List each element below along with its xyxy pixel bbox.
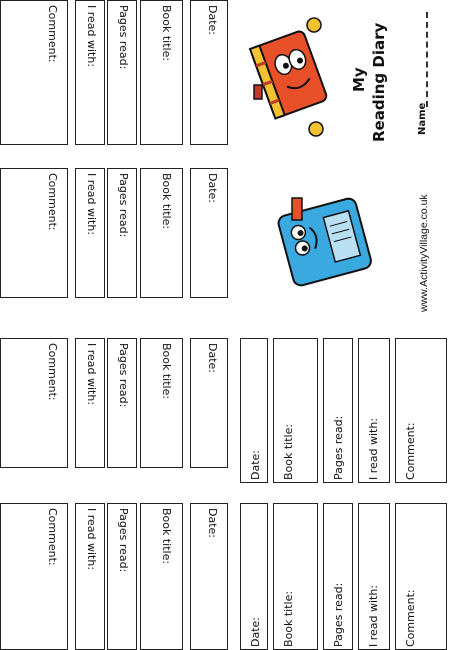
pages-read-label: Pages read: <box>117 343 130 408</box>
book-title-label: Book title: <box>160 508 173 565</box>
comment-label: Comment: <box>46 5 59 63</box>
comment-label: Comment: <box>46 173 59 231</box>
book-title-label: Book title: <box>282 590 295 647</box>
book-title-box[interactable] <box>273 503 318 650</box>
comment-label: Comment: <box>404 589 417 647</box>
book-title-box[interactable] <box>140 168 183 298</box>
red-book-character-icon <box>240 15 340 140</box>
i-read-with-box[interactable] <box>75 338 105 468</box>
comment-box[interactable] <box>395 338 447 483</box>
i-read-with-box[interactable] <box>358 503 390 650</box>
website-url: www.ActivityVillage.co.uk <box>418 194 430 312</box>
book-title-box[interactable] <box>140 338 183 468</box>
i-read-with-label: I read with: <box>85 5 98 68</box>
blue-book-character-icon <box>270 188 380 298</box>
i-read-with-box[interactable] <box>358 338 390 483</box>
pages-read-label: Pages read: <box>117 508 130 573</box>
pages-read-label: Pages read: <box>117 173 130 238</box>
book-title-label: Book title: <box>160 5 173 62</box>
date-box[interactable] <box>240 338 268 483</box>
i-read-with-label: I read with: <box>367 417 380 480</box>
i-read-with-label: I read with: <box>367 584 380 647</box>
comment-label: Comment: <box>404 422 417 480</box>
date-label: Date: <box>249 617 262 647</box>
pages-read-label: Pages read: <box>332 415 345 480</box>
cover-title-reading-diary: Reading Diary <box>370 22 388 142</box>
comment-label: Comment: <box>46 508 59 566</box>
book-title-box[interactable] <box>140 503 183 650</box>
comment-box[interactable] <box>0 503 68 650</box>
pages-read-box[interactable] <box>107 168 137 298</box>
book-title-box[interactable] <box>273 338 318 483</box>
book-title-box[interactable] <box>140 0 183 145</box>
date-box[interactable] <box>240 503 268 650</box>
date-box[interactable] <box>190 0 228 145</box>
i-read-with-box[interactable] <box>75 168 105 298</box>
comment-box[interactable] <box>0 0 68 145</box>
date-label: Date: <box>249 450 262 480</box>
pages-read-box[interactable] <box>323 503 353 650</box>
i-read-with-box[interactable] <box>75 0 105 145</box>
date-label: Date: <box>206 343 219 373</box>
date-label: Date: <box>206 5 219 35</box>
pages-read-box[interactable] <box>107 0 137 145</box>
cover-title-my: My <box>350 67 368 92</box>
i-read-with-box[interactable] <box>75 503 105 650</box>
date-box[interactable] <box>190 168 228 298</box>
i-read-with-label: I read with: <box>85 343 98 406</box>
pages-read-label: Pages read: <box>332 582 345 647</box>
book-title-label: Book title: <box>160 343 173 400</box>
comment-label: Comment: <box>46 343 59 401</box>
date-label: Date: <box>206 173 219 203</box>
i-read-with-label: I read with: <box>85 173 98 236</box>
comment-box[interactable] <box>0 338 68 468</box>
i-read-with-label: I read with: <box>85 508 98 571</box>
pages-read-box[interactable] <box>107 503 137 650</box>
book-title-label: Book title: <box>282 423 295 480</box>
pages-read-box[interactable] <box>107 338 137 468</box>
date-box[interactable] <box>190 338 228 468</box>
date-box[interactable] <box>190 503 228 650</box>
pages-read-label: Pages read: <box>117 5 130 70</box>
comment-box[interactable] <box>0 168 68 298</box>
name-line <box>426 12 428 107</box>
date-label: Date: <box>206 508 219 538</box>
book-title-label: Book title: <box>160 173 173 230</box>
name-label: Name <box>417 102 428 135</box>
pages-read-box[interactable] <box>323 338 353 483</box>
comment-box[interactable] <box>395 503 447 650</box>
